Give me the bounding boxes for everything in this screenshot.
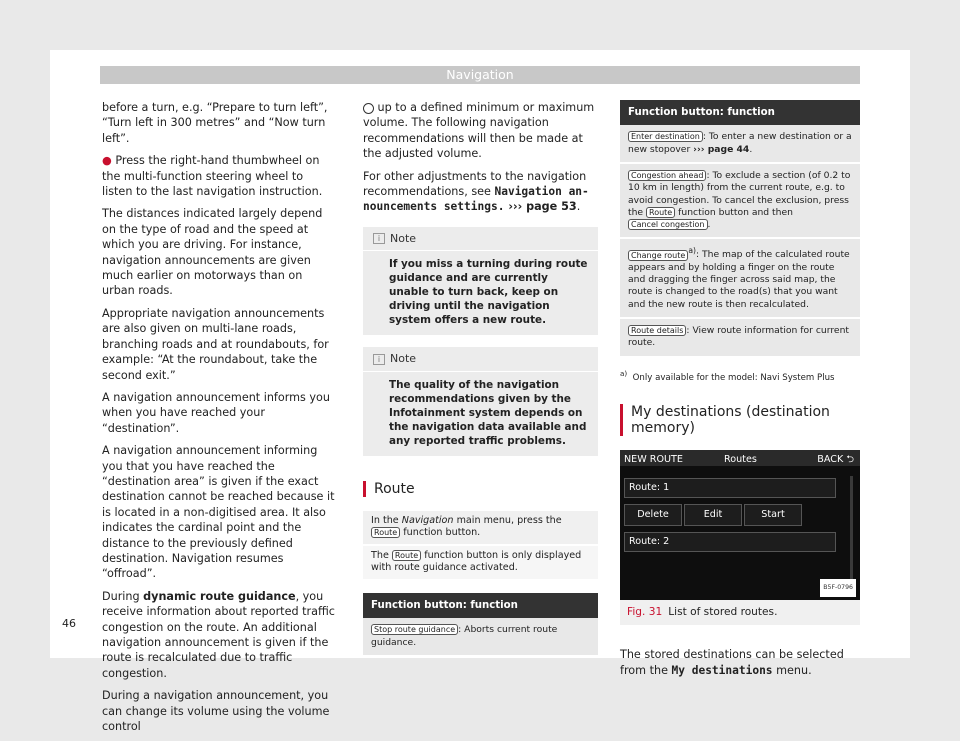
bullet-icon: ● <box>102 154 112 168</box>
section-header: Navigation <box>100 66 860 84</box>
section-title-my-destinations: My destinations (destination memory) <box>620 404 860 436</box>
screen-title: Routes <box>724 453 757 465</box>
paragraph: The stored destinations can be selected from the My destinations menu. <box>620 648 844 677</box>
note-box <box>363 227 598 335</box>
page-number: 46 <box>62 617 76 630</box>
screen-title-bar <box>620 450 860 466</box>
route-details-key: Route details <box>628 325 686 336</box>
table-row: Enter destination : To enter a new destination or a new stopover ››› page 44. <box>620 125 860 164</box>
table-row: Congestion ahead : To exclude a section (of 0.2 to 10 km in length) from the current route, e.g. to avoid congestion. To cancel the exclusion, press the Route function button and then Cancel congestion . <box>620 164 860 239</box>
info-box: The Route function button is only displayed with route guidance activated. <box>363 546 598 579</box>
note-label: Note <box>390 231 417 245</box>
route-key: Route <box>371 527 400 538</box>
note-text: If you miss a turning during route guidance and are currently unable to turn back, keep on driving until the navigation system offers a new route. <box>389 258 588 327</box>
cancel-congestion-key: Cancel congestion <box>628 219 708 230</box>
delete-button[interactable]: Delete <box>624 504 682 526</box>
back-arrow-icon: ⮌ <box>846 453 854 465</box>
table-header: Function button: function <box>620 100 860 125</box>
footnote: $^{a)}$ Only available for the model: Navi System Plus <box>620 368 835 383</box>
back-button[interactable]: BACK ⮌ <box>817 453 854 465</box>
paragraph: During dynamic route guidance, you receive information about reported traffic congestion on the route. An additional navigation announcement is given if the route is recalculated due to traffic congestion. <box>102 589 335 680</box>
volume-control-icon <box>363 103 374 114</box>
paragraph: A navigation announcement informing you that you have reached the “destination area” is given if the exact destination cannot be reached because it is located in a non-digitised area. It also indicates the cardinal point and the distance to the previously defined destination. Navigation resumes “offroad”. <box>102 444 335 581</box>
page-ref-link[interactable]: ››› page 53 <box>504 200 577 214</box>
start-button[interactable]: Start <box>744 504 802 526</box>
note-label: Note <box>390 352 417 366</box>
info-icon: i <box>373 233 385 244</box>
paragraph: up to a defined minimum or maximum volume. The following navigation recommendations will then be made at the adjusted volume. <box>363 101 595 161</box>
function-table <box>620 100 860 358</box>
table-row: Route details : View route information for current route. <box>620 319 860 358</box>
column-1 <box>102 100 337 741</box>
column-2 <box>363 100 598 657</box>
new-route-button[interactable]: NEW ROUTE <box>624 453 683 465</box>
scrollbar[interactable] <box>850 476 853 581</box>
note-box <box>363 347 598 455</box>
image-code: B5F-0796 <box>820 579 856 596</box>
route-1-item[interactable]: Route: 1 <box>624 478 836 498</box>
section-title-route: Route <box>363 481 598 497</box>
table-row: Change route $^{a)}$: The map of the calculated route appears and by holding a finger on the route and dragging the finger across said map, the route is changed to the road(s) that you want and the new route is then recalculated. <box>620 239 860 319</box>
table-row: Stop route guidance : Aborts current route guidance. <box>363 618 598 657</box>
route-2-item[interactable]: Route: 2 <box>624 532 836 552</box>
infotainment-screen <box>620 450 860 600</box>
change-route-key: Change route <box>628 250 688 261</box>
stop-route-guidance-key: Stop route guidance <box>371 624 458 635</box>
bullet-paragraph: ● Press the right-hand thumbwheel on the multi-function steering wheel to listen to the last navigation instruction. <box>102 154 323 199</box>
function-table <box>363 593 598 657</box>
edit-button[interactable]: Edit <box>684 504 742 526</box>
congestion-ahead-key: Congestion ahead <box>628 170 706 181</box>
enter-destination-key: Enter destination <box>628 131 703 142</box>
paragraph: For other adjustments to the navigation recommendations, see Navigation announcements settings. ››› page 53. <box>363 169 589 214</box>
figure-caption: Fig. 31 List of stored routes. <box>620 600 860 625</box>
paragraph: before a turn, e.g. “Prepare to turn left”, “Turn left in 300 metres” and “Now turn left”. <box>102 101 328 145</box>
route-key: Route <box>646 207 675 218</box>
paragraph: Appropriate navigation announcements are also given on multi-lane roads, branching roads and at roundabouts, for example: “At the roundabout, take the second exit.” <box>102 306 329 382</box>
paragraph: The distances indicated largely depend on the type of road and the speed at which you are driving. For instance, navigation announcements are given much earlier on motorways than on urban roads. <box>102 207 323 298</box>
column-3 <box>620 100 860 685</box>
info-box: In the Navigation main menu, press the Route function button. <box>363 511 598 544</box>
page-ref-link[interactable]: ››› page 44 <box>693 143 750 155</box>
paragraph: During a navigation announcement, you can change its volume using the volume control <box>102 689 330 734</box>
paragraph: A navigation announcement informs you when you have reached your “destination”. <box>102 390 330 435</box>
note-text: The quality of the navigation recommendations given by the Infotainment system depends on the navigation data available and any reported traffic problems. <box>389 378 587 447</box>
route-key: Route <box>392 550 421 561</box>
info-icon: i <box>373 354 385 365</box>
table-header: Function button: function <box>363 593 598 618</box>
manual-page <box>50 50 910 734</box>
